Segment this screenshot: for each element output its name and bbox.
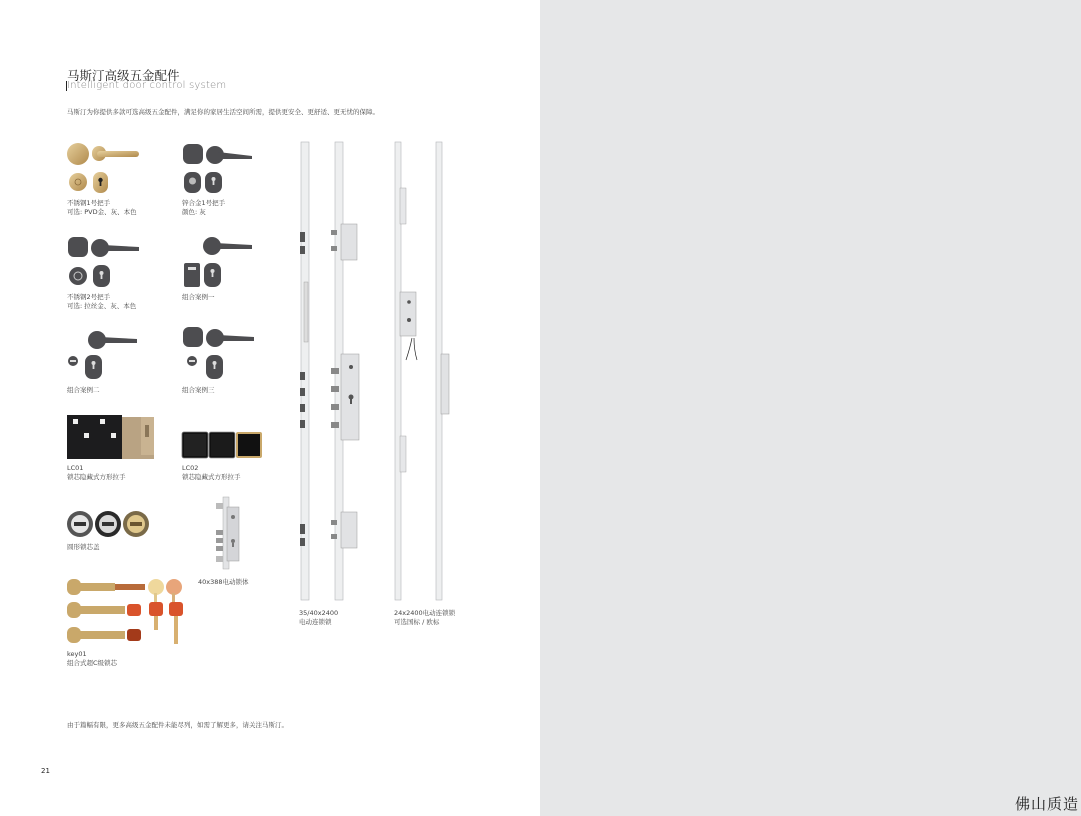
caption-p2-line1: 锌合金1号把手 <box>182 199 226 207</box>
page-subtitle: Intelligent door control system <box>67 80 227 91</box>
product-image-lc02 <box>182 432 262 460</box>
caption-p13 <box>394 609 455 627</box>
caption-p11-line1: key01 <box>67 650 87 658</box>
caption-p7-line2: 锁芯隐藏式方形拉手 <box>67 473 126 481</box>
caption-p8-line2: 锁芯隐藏式方形拉手 <box>182 473 241 481</box>
caption-p1 <box>67 199 137 217</box>
caption-p1-line1: 不锈钢1号把手 <box>67 199 111 207</box>
brand-text: 佛山质造 <box>1014 795 1079 813</box>
caption-p3 <box>67 293 136 311</box>
caption-p9 <box>67 543 100 552</box>
product-image-lc01 <box>67 415 157 461</box>
product-image-combo3 <box>182 326 257 382</box>
product-image-combo2 <box>67 330 142 382</box>
product-image-key01 <box>65 575 190 649</box>
caption-p2 <box>182 199 225 217</box>
caption-p3-line2: 可选: 拉丝金、灰、本色 <box>67 302 137 310</box>
caption-p11 <box>67 650 117 668</box>
product-image-multipoint-24 <box>390 142 460 602</box>
product-image-handle-gold <box>67 142 142 197</box>
caption-p4 <box>182 293 215 302</box>
caption-p7-line1: LC01 <box>67 464 84 472</box>
product-image-combo1 <box>182 236 257 291</box>
caption-p10 <box>198 578 249 587</box>
caption-p13-line1: 24x2400电动连锁锁 <box>394 609 456 617</box>
page-title: 马斯汀高级五金配件 <box>67 68 180 83</box>
caption-p3-line1: 不锈钢2号把手 <box>67 293 111 301</box>
caption-p8-line1: LC02 <box>182 464 199 472</box>
caption-p12 <box>299 609 338 627</box>
caption-p8 <box>182 464 241 482</box>
product-image-multipoint-35-40 <box>295 142 365 602</box>
caption-p6-line1: 组合案例三 <box>182 386 215 394</box>
caption-p1-line2: 可选: PVD金、灰、本色 <box>67 208 137 216</box>
product-image-round-covers <box>67 511 151 539</box>
caption-p13-line2: 可选国标 / 欧标 <box>394 618 440 626</box>
footnote-text: 由于篇幅有限，更多高级五金配件未能尽列，如需了解更多，请关注马斯汀。 <box>67 721 288 729</box>
caption-p10-line1: 40x388电动锁体 <box>198 578 249 586</box>
caption-p4-line1: 组合案例一 <box>182 293 215 301</box>
caption-p2-line2: 颜色: 灰 <box>182 208 206 216</box>
caption-p12-line1: 35/40x2400 <box>299 609 339 617</box>
page-number: 21 <box>41 767 50 775</box>
product-image-handle-zinc <box>182 142 257 197</box>
caption-p5-line1: 组合案例二 <box>67 386 100 394</box>
caption-p12-line2: 电动连锁锁 <box>299 618 332 626</box>
caption-p7 <box>67 464 126 482</box>
caption-p5 <box>67 386 100 395</box>
intro-text: 马斯汀为你提供多款可选高级五金配件，满足你的家居生活空间所需，提供更安全、更舒适、更无忧的保障。 <box>67 108 379 116</box>
caption-p6 <box>182 386 215 395</box>
caption-p11-line2: 组合式超C级锁芯 <box>67 659 118 667</box>
product-image-lock-body <box>210 497 240 571</box>
product-image-handle-steel2 <box>67 236 142 291</box>
caption-p9-line1: 圆形锁芯盖 <box>67 543 100 551</box>
right-panel <box>540 0 1081 816</box>
